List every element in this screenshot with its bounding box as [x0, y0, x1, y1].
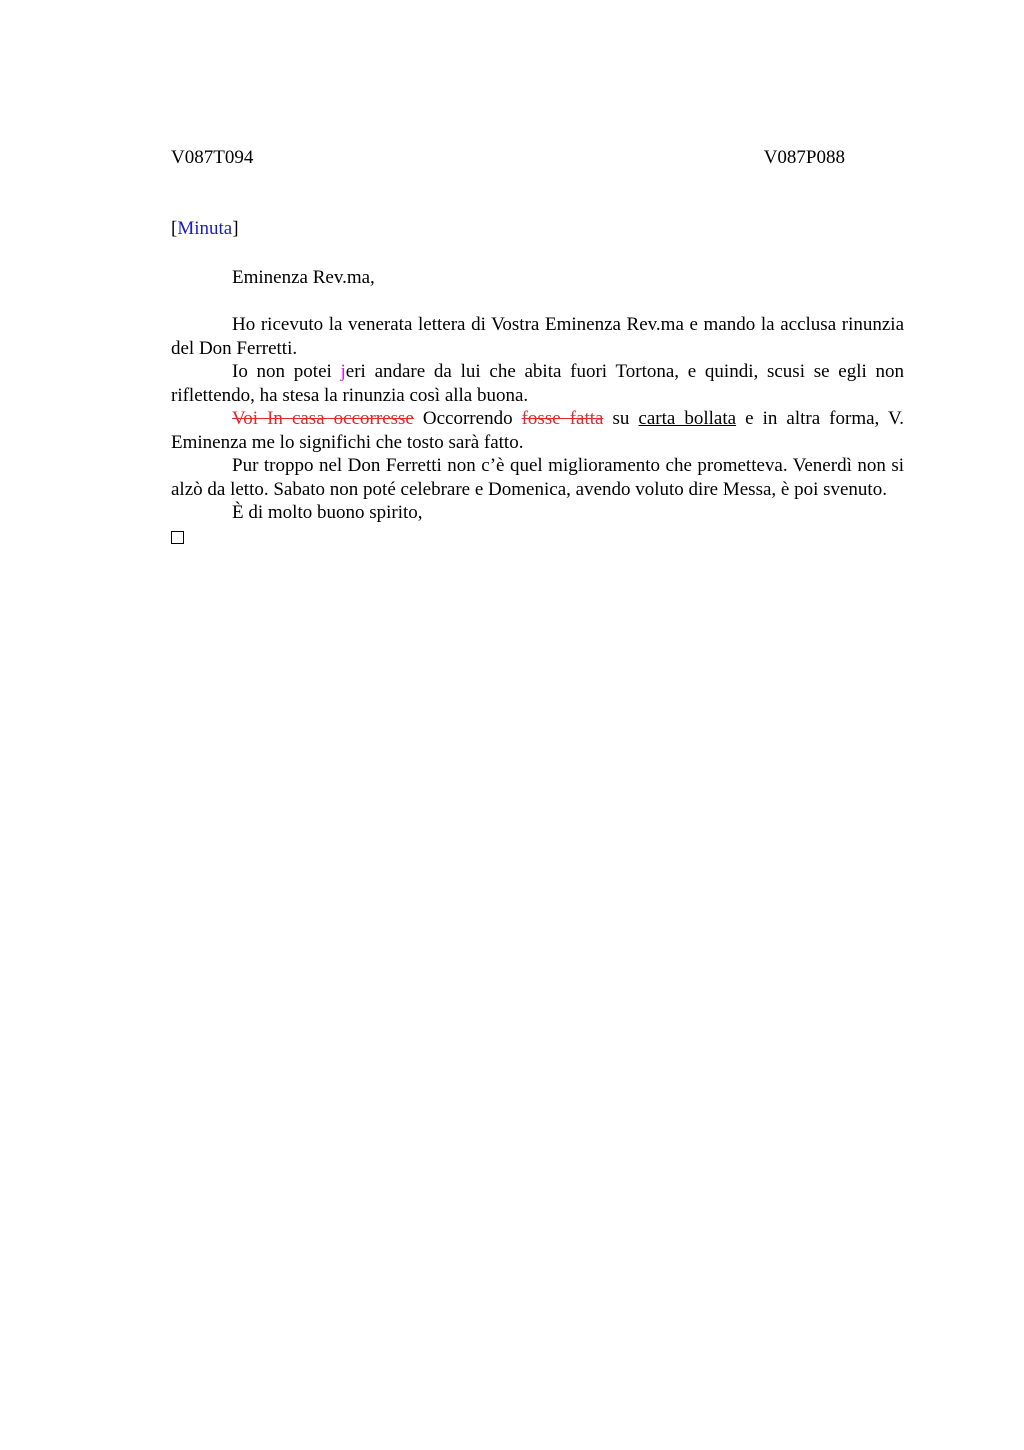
deleted-text-1: Voi In casa occorresse: [232, 408, 414, 429]
empty-square-icon: [171, 531, 184, 544]
deleted-text-2: fosse fatta: [521, 408, 604, 429]
paragraph-4: Pur troppo nel Don Ferretti non c’è quel miglioramento che prometteva. Venerdì non si alzò da letto. Sabato non poté celebrare e Domenica, avendo voluto dire Messa, è poi svenuto.: [171, 455, 904, 500]
underlined-text: carta bollata: [638, 408, 737, 429]
document-code-left: V087T094: [171, 147, 254, 168]
paragraph-3: [171, 407, 904, 454]
salutation: Eminenza Rev.ma,: [232, 267, 375, 288]
paragraph-3-text-a: Occorrendo: [413, 408, 522, 429]
page-header: [171, 146, 845, 170]
document-code-right: V087P088: [763, 147, 845, 168]
paragraph-5: È di molto buono spirito,: [232, 502, 423, 523]
note-label: Minuta: [177, 218, 233, 239]
draft-note: [171, 217, 239, 241]
paragraph-2-text-b: eri andare da lui che abita fuori Tortona, e quindi, scusi se egli non riflettendo, ha stesa la rinunzia così alla buona.: [171, 361, 904, 406]
paragraph-2: [171, 360, 904, 407]
note-close-bracket: ]: [232, 218, 239, 239]
paragraph-3-text-b: su: [603, 408, 639, 429]
note-open-bracket: [: [171, 218, 178, 239]
inserted-letter: j: [340, 361, 346, 382]
letter-body: [171, 313, 904, 544]
paragraph-2-text-a: Io non potei: [232, 361, 341, 382]
paragraph-1: Ho ricevuto la venerata lettera di Vostra Eminenza Rev.ma e mando la acclusa rinunzia del Don Ferretti.: [171, 314, 904, 359]
paragraph-3-text-c: e in altra forma, V. Eminenza me lo significhi che tosto sarà fatto.: [171, 408, 905, 453]
